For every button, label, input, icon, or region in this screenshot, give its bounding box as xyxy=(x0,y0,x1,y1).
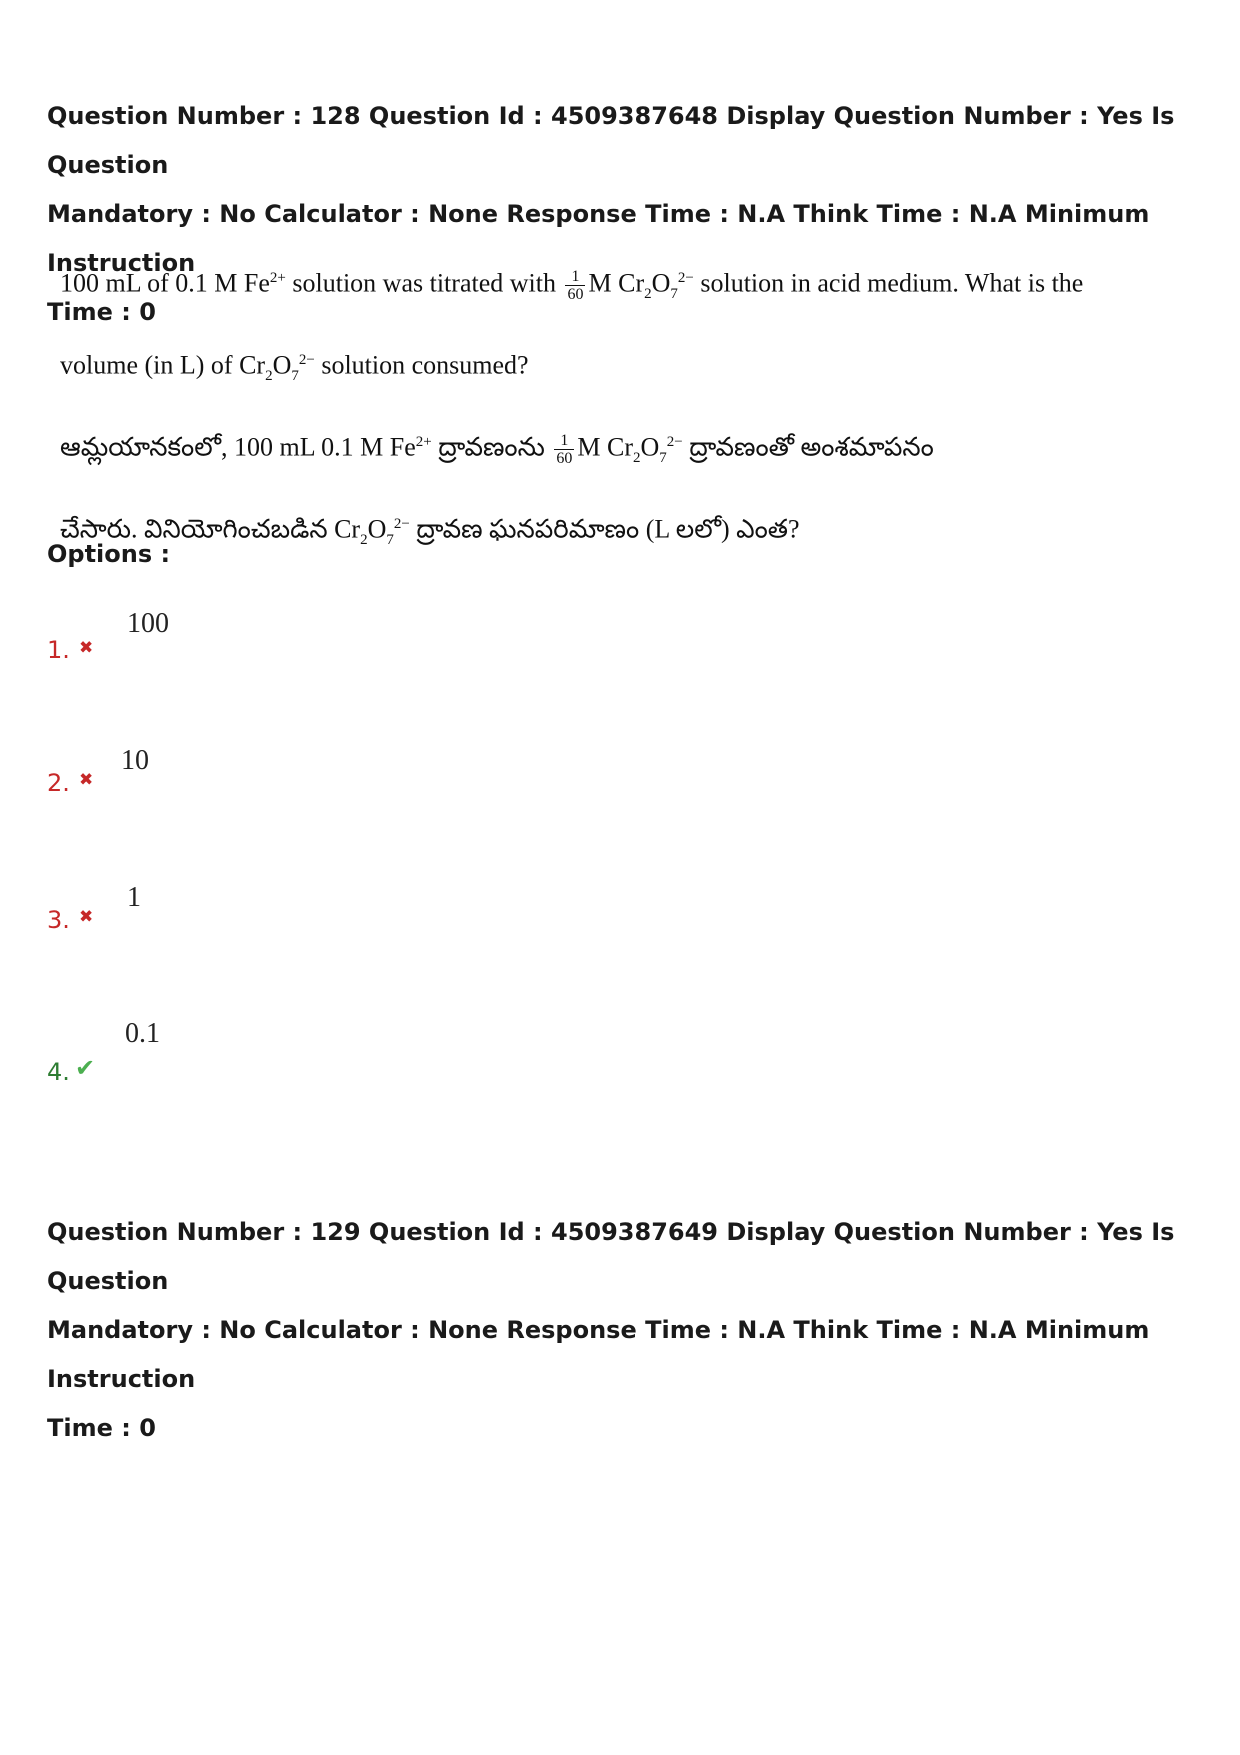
option-value: 10 xyxy=(121,745,149,776)
option-number: 2. xyxy=(47,769,70,797)
fraction xyxy=(554,432,574,467)
english-line-2 xyxy=(60,327,960,409)
text-segment: ద్రావణ ఘనపరిమాణం (L లలో) ఎంత? xyxy=(409,514,800,544)
text-segment: ద్రావణంను xyxy=(431,432,552,462)
meta-line: Time : 0 xyxy=(47,1414,156,1442)
superscript: 2− xyxy=(677,270,694,286)
option-number: 1. xyxy=(47,636,70,664)
option-3 xyxy=(47,882,447,962)
telugu-line-2 xyxy=(60,491,960,573)
subscript: 2 xyxy=(265,367,273,384)
cross-icon: ✖ xyxy=(79,907,94,927)
text-segment: O xyxy=(651,268,671,298)
option-4 xyxy=(47,1018,447,1098)
subscript: 2 xyxy=(360,531,368,548)
subscript: 7 xyxy=(670,285,678,302)
text-segment: 100 mL of 0.1 M Fe xyxy=(60,268,270,298)
meta-line: Question Number : 128 Question Id : 4509387648 Display Question Number : Yes Is Question xyxy=(47,102,1175,179)
fraction-denominator: 60 xyxy=(556,449,573,467)
subscript: 7 xyxy=(659,449,667,466)
option-2 xyxy=(47,745,447,825)
fraction-numerator: 1 xyxy=(554,432,574,450)
meta-line: Mandatory : No Calculator : None Response Time : N.A Think Time : N.A Minimum Instruction xyxy=(47,200,1150,277)
text-segment: solution in acid medium. What is the xyxy=(693,268,1084,298)
fraction xyxy=(565,268,585,303)
fraction-denominator: 60 xyxy=(567,286,584,304)
text-segment: O xyxy=(640,432,660,462)
fraction-numerator: 1 xyxy=(565,268,585,286)
text-segment: volume (in L) of Cr xyxy=(60,350,266,380)
subscript: 2 xyxy=(633,449,641,466)
option-1 xyxy=(47,608,447,688)
meta-line: Question Number : 129 Question Id : 4509387649 Display Question Number : Yes Is Question xyxy=(47,1218,1175,1295)
option-value: 1 xyxy=(127,882,141,913)
superscript: 2− xyxy=(393,515,410,532)
superscript: 2+ xyxy=(269,270,286,286)
superscript: 2− xyxy=(298,351,315,368)
checkmark-icon: ✔ xyxy=(75,1054,96,1082)
text-segment: M Cr xyxy=(588,268,645,298)
text-segment: ఆమ్లయానకంలో, 100 mL 0.1 M Fe xyxy=(60,432,416,462)
option-value: 100 xyxy=(127,608,169,639)
question-129-meta xyxy=(47,1208,1207,1453)
subscript: 7 xyxy=(386,531,394,548)
option-value: 0.1 xyxy=(125,1018,160,1049)
meta-line: Time : 0 xyxy=(47,298,156,326)
options-label: Options : xyxy=(47,540,171,568)
subscript: 7 xyxy=(291,367,299,384)
superscript: 2+ xyxy=(415,433,432,450)
option-number: 3. xyxy=(47,906,70,934)
meta-line: Mandatory : No Calculator : None Response Time : N.A Think Time : N.A Minimum Instruction xyxy=(47,1316,1150,1393)
text-segment: చేసారు. వినియోగించబడిన Cr xyxy=(60,514,361,544)
cross-icon: ✖ xyxy=(79,770,94,790)
cross-icon: ✖ xyxy=(79,638,94,658)
superscript: 2− xyxy=(666,433,683,450)
option-number: 4. xyxy=(47,1058,70,1086)
text-segment: O xyxy=(272,350,292,380)
text-segment: ద్రావణంతో అంశమాపనం xyxy=(682,432,934,462)
text-segment: solution consumed? xyxy=(314,350,529,380)
text-segment: solution was titrated with xyxy=(285,268,563,298)
text-segment: O xyxy=(367,514,387,544)
english-line-1 xyxy=(60,245,1084,327)
question-128-text xyxy=(60,245,1084,572)
subscript: 2 xyxy=(644,285,652,302)
telugu-line-1 xyxy=(60,409,960,491)
text-segment: M Cr xyxy=(577,432,633,462)
